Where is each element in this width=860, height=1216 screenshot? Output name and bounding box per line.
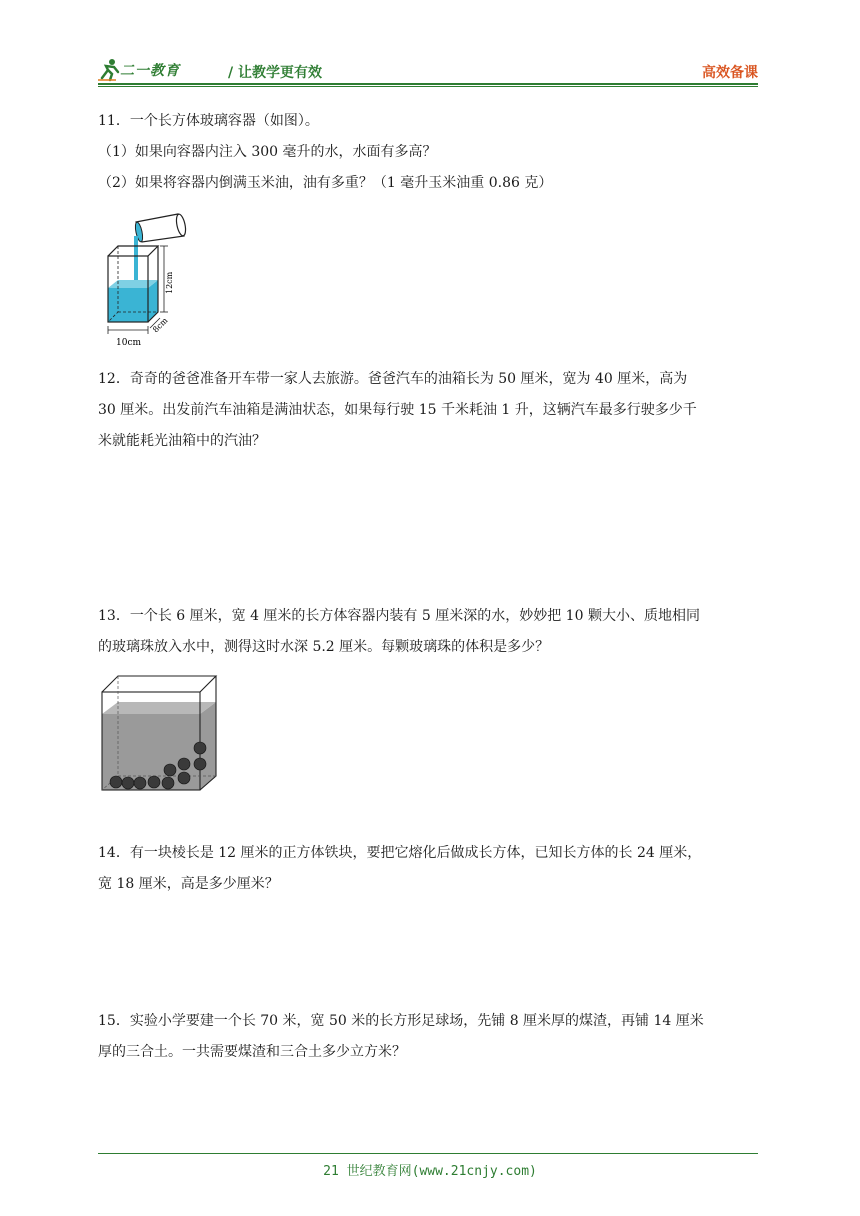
glass-container-figure xyxy=(100,208,200,350)
question-15-line-2: 厚的三合土。一共需要煤渣和三合土多少立方米？ xyxy=(98,1044,406,1060)
question-11-line-1: 11．一个长方体玻璃容器（如图）。 xyxy=(98,113,319,129)
water-stream xyxy=(134,236,138,286)
bead xyxy=(162,777,174,789)
footer-text: 21 世纪教育网(www.21cnjy.com) xyxy=(323,1164,537,1179)
footer-divider xyxy=(98,1153,758,1154)
question-15 xyxy=(98,1006,768,1068)
bead xyxy=(194,758,206,770)
depth-label: 8cm xyxy=(151,315,170,335)
question-14-line-2: 宽 18 厘米，高是多少厘米？ xyxy=(98,876,279,892)
question-12 xyxy=(98,364,768,457)
bead xyxy=(110,776,122,788)
width-label: 10cm xyxy=(116,338,142,348)
header-divider xyxy=(98,83,758,85)
question-14 xyxy=(98,838,768,900)
beads-container-figure xyxy=(100,674,220,794)
bead xyxy=(134,777,146,789)
question-11-line-3: （2）如果将容器内倒满玉米油，油有多重？（1 毫升玉米油重 0.86 克） xyxy=(98,175,553,191)
question-15-line-1: 15．实验小学要建一个长 70 米，宽 50 米的长方形足球场，先铺 8 厘米厚的煤渣，再铺 14 厘米 xyxy=(98,1013,704,1029)
header-right-label: 高效备课 xyxy=(702,65,758,81)
bead xyxy=(148,776,160,788)
page-header xyxy=(98,56,758,84)
question-13-line-2: 的玻璃珠放入水中，测得这时水深 5.2 厘米。每颗玻璃珠的体积是多少？ xyxy=(98,639,550,655)
question-14-line-1: 14．有一块棱长是 12 厘米的正方体铁块，要把它熔化后做成长方体，已知长方体的长 24 厘米， xyxy=(98,845,702,861)
question-12-line-3: 米就能耗光油箱中的汽油？ xyxy=(98,433,266,449)
question-12-line-1: 12．奇奇的爸爸准备开车带一家人去旅游。爸爸汽车的油箱长为 50 厘米，宽为 40 厘米，高为 xyxy=(98,371,688,387)
header-divider-thin xyxy=(98,86,758,87)
bead xyxy=(164,764,176,776)
question-11-line-2: （1）如果向容器内注入 300 毫升的水，水面有多高？ xyxy=(98,144,437,160)
height-label: 12cm xyxy=(165,271,174,294)
bead xyxy=(122,777,134,789)
bead xyxy=(178,772,190,784)
pouring-cup-icon xyxy=(134,213,187,242)
bead xyxy=(178,758,190,770)
bead xyxy=(194,742,206,754)
question-11 xyxy=(98,106,768,199)
question-12-line-2: 30 厘米。出发前汽车油箱是满油状态，如果每行驶 15 千米耗油 1 升，这辆汽车最多行驶多少千 xyxy=(98,402,697,418)
header-slogan: / 让教学更有效 xyxy=(228,65,322,81)
runner-logo-icon xyxy=(98,58,120,82)
logo-text: 二一教育 xyxy=(120,63,180,79)
logo xyxy=(98,58,198,82)
question-13-line-1: 13．一个长 6 厘米，宽 4 厘米的长方体容器内装有 5 厘米深的水，妙妙把 10 颗大小、质地相同 xyxy=(98,608,700,624)
question-13 xyxy=(98,601,768,663)
